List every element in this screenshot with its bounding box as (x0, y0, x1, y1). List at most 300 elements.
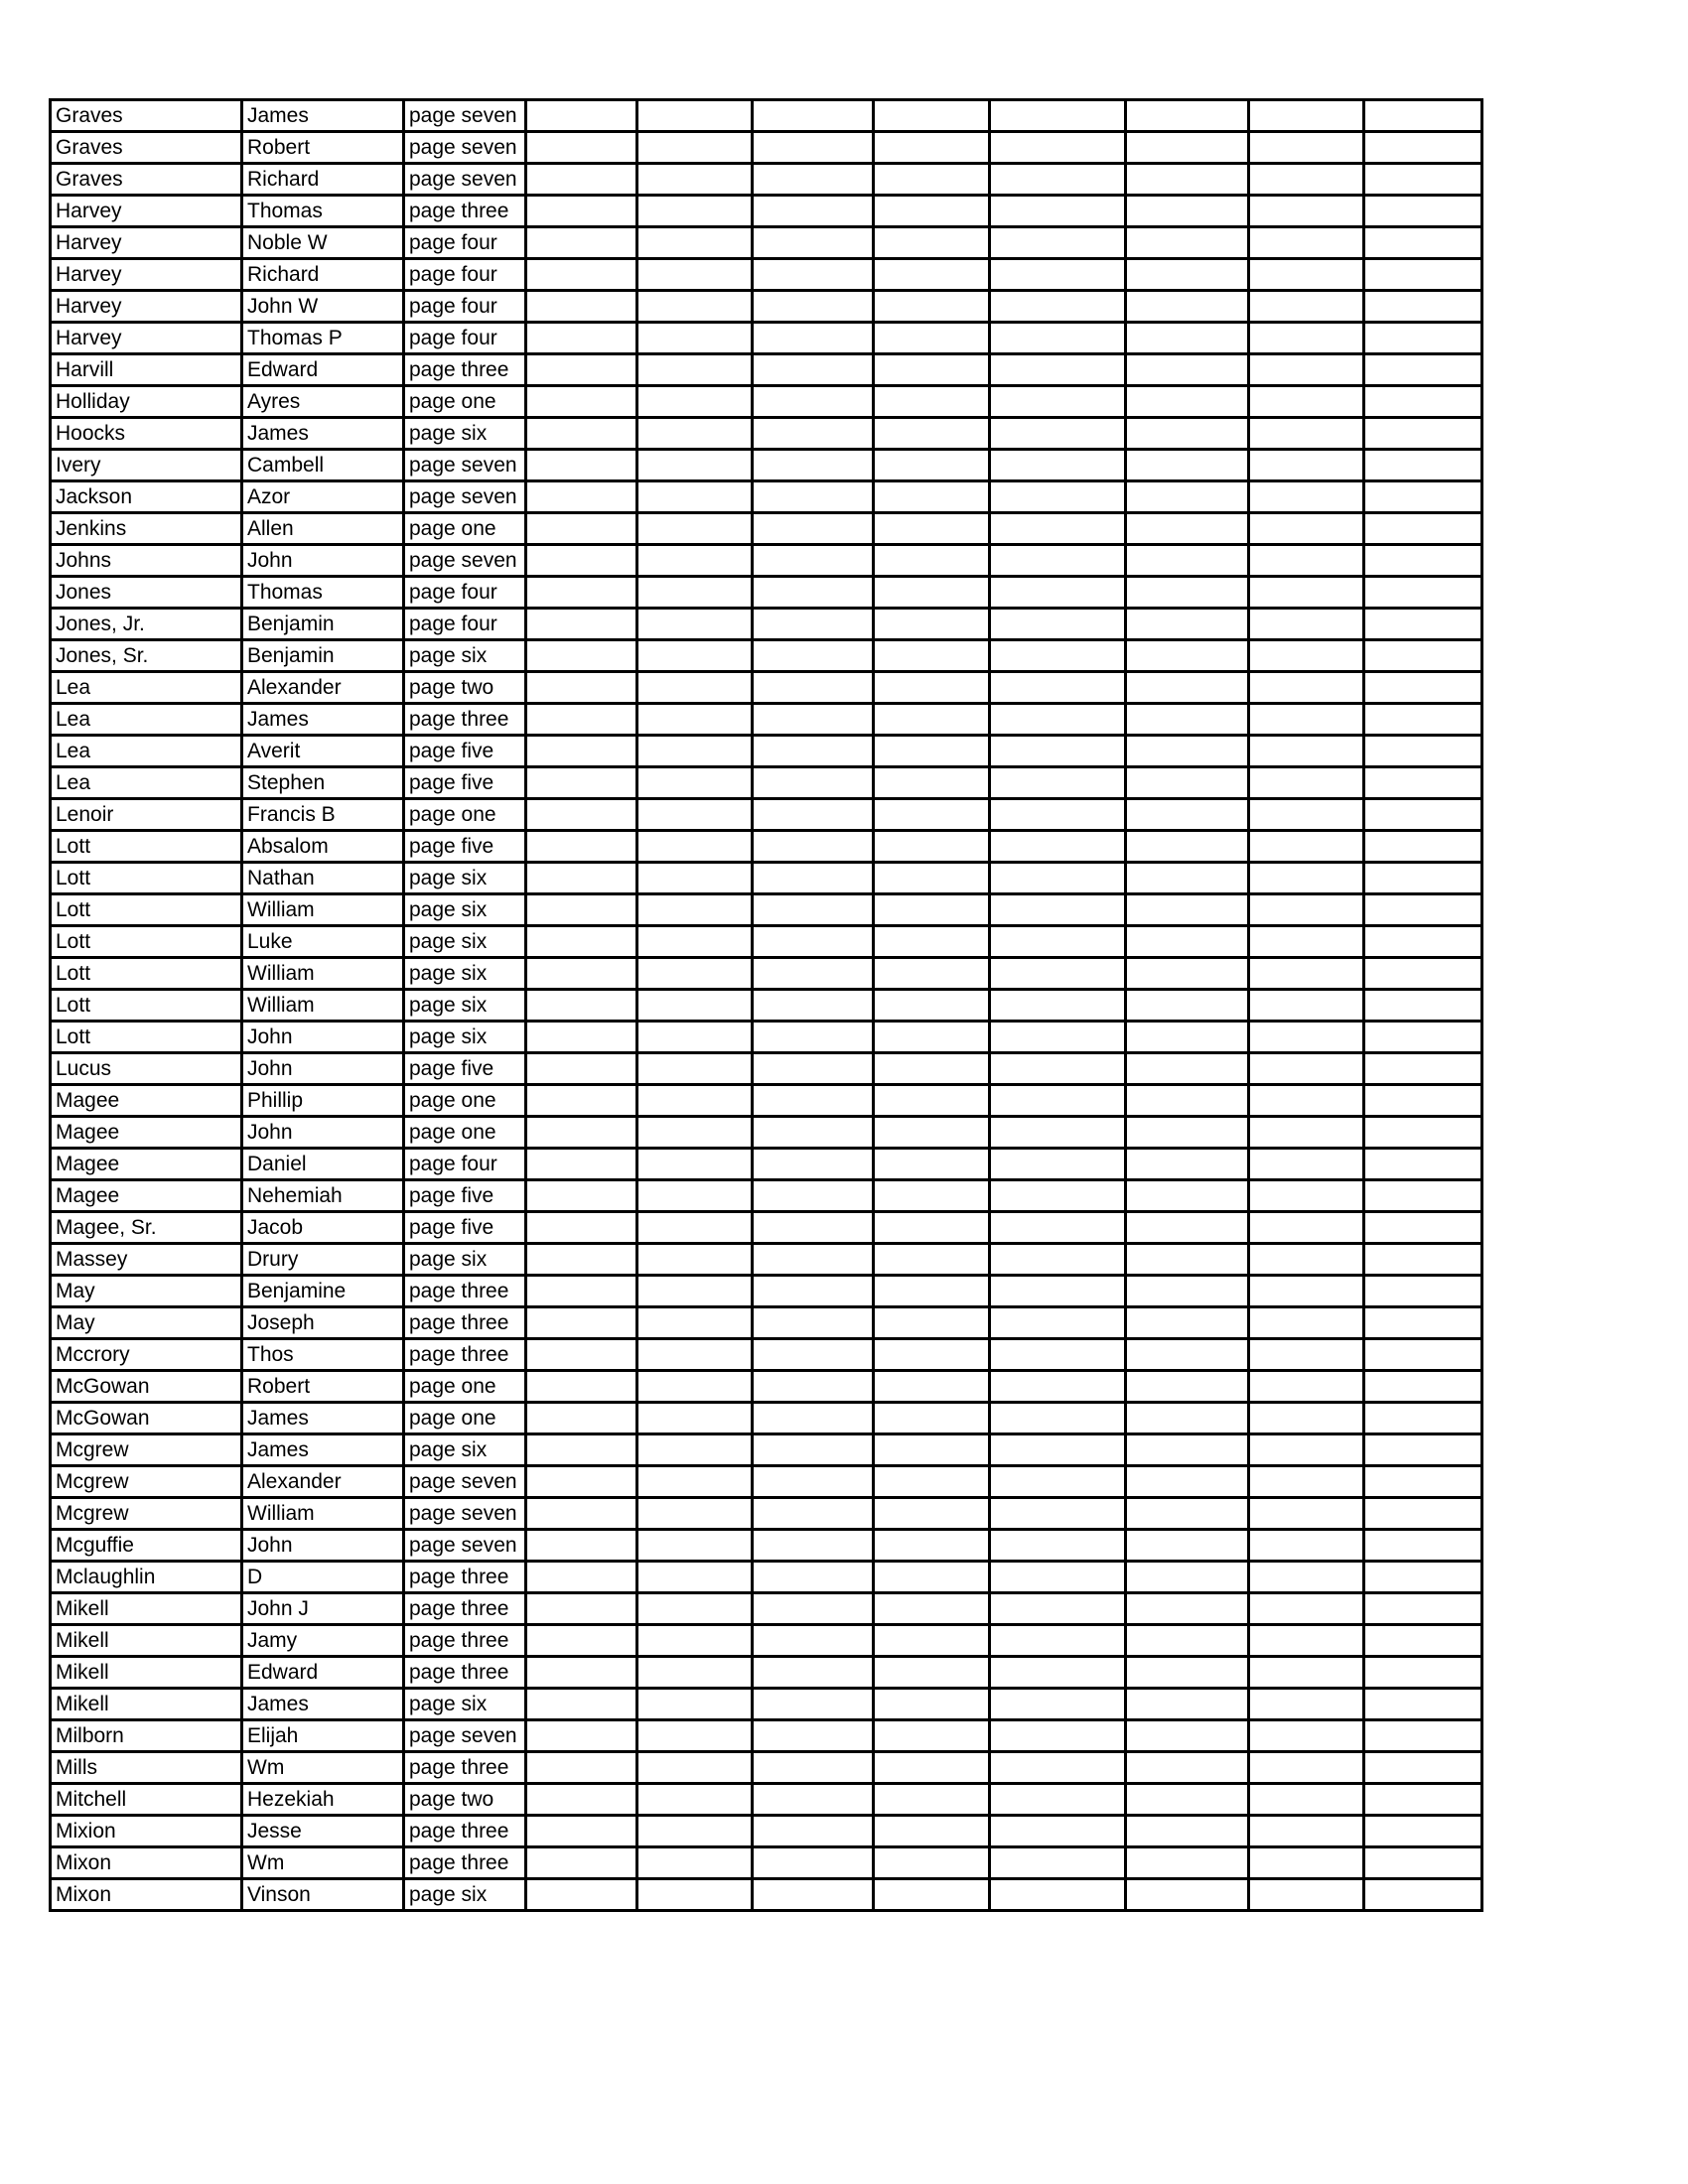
empty-cell (753, 1276, 874, 1307)
page-ref-cell: page seven (404, 1720, 526, 1752)
table-row (51, 704, 1482, 736)
surname-cell: Mcgrew (51, 1434, 242, 1466)
empty-cell (1249, 1720, 1364, 1752)
given-name-cell: Hezekiah (242, 1784, 404, 1816)
empty-cell (637, 577, 753, 609)
empty-cell (637, 1212, 753, 1244)
empty-cell (990, 1434, 1126, 1466)
empty-cell (1249, 577, 1364, 609)
empty-cell (874, 736, 990, 767)
empty-cell (874, 672, 990, 704)
empty-cell (990, 1530, 1126, 1562)
surname-cell: McGowan (51, 1403, 242, 1434)
empty-cell (1249, 1053, 1364, 1085)
empty-cell (1249, 1371, 1364, 1403)
empty-cell (874, 1784, 990, 1816)
empty-cell (1364, 1212, 1482, 1244)
page-ref-cell: page five (404, 1053, 526, 1085)
empty-cell (1249, 259, 1364, 291)
empty-cell (874, 132, 990, 164)
empty-cell (990, 354, 1126, 386)
empty-cell (753, 164, 874, 196)
empty-cell (526, 958, 637, 990)
empty-cell (990, 1498, 1126, 1530)
empty-cell (637, 799, 753, 831)
empty-cell (637, 704, 753, 736)
empty-cell (1126, 1053, 1249, 1085)
empty-cell (753, 767, 874, 799)
empty-cell (637, 672, 753, 704)
empty-cell (637, 418, 753, 450)
empty-cell (990, 323, 1126, 354)
empty-cell (1249, 1403, 1364, 1434)
given-name-cell: Thomas (242, 196, 404, 227)
surname-cell: Mcguffie (51, 1530, 242, 1562)
surname-cell: Lea (51, 767, 242, 799)
empty-cell (1249, 831, 1364, 863)
empty-cell (1126, 1530, 1249, 1562)
empty-cell (526, 831, 637, 863)
empty-cell (637, 1784, 753, 1816)
empty-cell (990, 1212, 1126, 1244)
empty-cell (874, 1498, 990, 1530)
empty-cell (637, 1657, 753, 1689)
empty-cell (990, 1244, 1126, 1276)
surname-cell: Magee (51, 1149, 242, 1180)
empty-cell (526, 1562, 637, 1593)
surname-cell: Harvey (51, 227, 242, 259)
empty-cell (753, 736, 874, 767)
empty-cell (1249, 1816, 1364, 1847)
empty-cell (1126, 164, 1249, 196)
empty-cell (1364, 164, 1482, 196)
empty-cell (1126, 1593, 1249, 1625)
empty-cell (1364, 545, 1482, 577)
page-ref-cell: page four (404, 227, 526, 259)
empty-cell (753, 1784, 874, 1816)
surname-cell: Graves (51, 132, 242, 164)
surname-cell: Milborn (51, 1720, 242, 1752)
empty-cell (1249, 100, 1364, 132)
empty-cell (1126, 1562, 1249, 1593)
empty-cell (874, 609, 990, 640)
empty-cell (1126, 799, 1249, 831)
empty-cell (753, 1085, 874, 1117)
empty-cell (753, 799, 874, 831)
page-ref-cell: page seven (404, 132, 526, 164)
empty-cell (753, 450, 874, 481)
empty-cell (1126, 1085, 1249, 1117)
empty-cell (1249, 1847, 1364, 1879)
table-row (51, 1371, 1482, 1403)
surname-cell: Mills (51, 1752, 242, 1784)
empty-cell (753, 1847, 874, 1879)
empty-cell (1126, 1149, 1249, 1180)
surname-cell: Mclaughlin (51, 1562, 242, 1593)
surname-cell: Graves (51, 100, 242, 132)
empty-cell (637, 1879, 753, 1911)
empty-cell (1126, 545, 1249, 577)
empty-cell (1126, 863, 1249, 894)
empty-cell (526, 1276, 637, 1307)
page-ref-cell: page six (404, 640, 526, 672)
empty-cell (874, 1847, 990, 1879)
empty-cell (1364, 1530, 1482, 1562)
empty-cell (874, 926, 990, 958)
empty-cell (637, 545, 753, 577)
empty-cell (526, 513, 637, 545)
empty-cell (1126, 513, 1249, 545)
empty-cell (1364, 1593, 1482, 1625)
empty-cell (526, 1307, 637, 1339)
empty-cell (753, 577, 874, 609)
table-row (51, 1180, 1482, 1212)
empty-cell (753, 831, 874, 863)
given-name-cell: Nathan (242, 863, 404, 894)
empty-cell (874, 513, 990, 545)
empty-cell (1126, 767, 1249, 799)
empty-cell (637, 1689, 753, 1720)
table-row (51, 386, 1482, 418)
empty-cell (637, 1053, 753, 1085)
empty-cell (526, 227, 637, 259)
given-name-cell: Wm (242, 1752, 404, 1784)
surname-cell: Lott (51, 863, 242, 894)
surname-cell: Lott (51, 926, 242, 958)
given-name-cell: John (242, 1053, 404, 1085)
empty-cell (874, 799, 990, 831)
empty-cell (1364, 704, 1482, 736)
empty-cell (874, 1117, 990, 1149)
empty-cell (753, 132, 874, 164)
surname-cell: Lott (51, 958, 242, 990)
empty-cell (526, 736, 637, 767)
empty-cell (1364, 418, 1482, 450)
table-row (51, 291, 1482, 323)
empty-cell (753, 1689, 874, 1720)
empty-cell (990, 513, 1126, 545)
empty-cell (874, 1085, 990, 1117)
table-row (51, 831, 1482, 863)
empty-cell (526, 545, 637, 577)
empty-cell (526, 450, 637, 481)
empty-cell (874, 164, 990, 196)
empty-cell (637, 990, 753, 1022)
empty-cell (1126, 1403, 1249, 1434)
given-name-cell: Cambell (242, 450, 404, 481)
given-name-cell: Jacob (242, 1212, 404, 1244)
empty-cell (874, 196, 990, 227)
surname-cell: McGowan (51, 1371, 242, 1403)
empty-cell (637, 1371, 753, 1403)
empty-cell (526, 1593, 637, 1625)
empty-cell (990, 1784, 1126, 1816)
page-ref-cell: page three (404, 1307, 526, 1339)
empty-cell (1364, 1720, 1482, 1752)
empty-cell (526, 1657, 637, 1689)
empty-cell (1126, 609, 1249, 640)
empty-cell (637, 1625, 753, 1657)
given-name-cell: Benjamin (242, 609, 404, 640)
empty-cell (990, 1752, 1126, 1784)
empty-cell (637, 354, 753, 386)
page-ref-cell: page three (404, 1339, 526, 1371)
empty-cell (753, 1720, 874, 1752)
empty-cell (1126, 1752, 1249, 1784)
given-name-cell: Vinson (242, 1879, 404, 1911)
page-ref-cell: page three (404, 1752, 526, 1784)
empty-cell (753, 990, 874, 1022)
empty-cell (753, 958, 874, 990)
empty-cell (637, 164, 753, 196)
surname-cell: Lea (51, 672, 242, 704)
given-name-cell: Wm (242, 1847, 404, 1879)
table-row (51, 577, 1482, 609)
empty-cell (874, 1466, 990, 1498)
empty-cell (1249, 1339, 1364, 1371)
empty-cell (526, 767, 637, 799)
empty-cell (637, 1752, 753, 1784)
empty-cell (874, 1212, 990, 1244)
page-ref-cell: page four (404, 259, 526, 291)
empty-cell (1249, 1593, 1364, 1625)
empty-cell (753, 1339, 874, 1371)
empty-cell (526, 609, 637, 640)
empty-cell (1126, 1022, 1249, 1053)
surname-cell: Lott (51, 894, 242, 926)
surname-cell: Johns (51, 545, 242, 577)
empty-cell (1249, 1022, 1364, 1053)
empty-cell (1249, 1180, 1364, 1212)
empty-cell (753, 926, 874, 958)
page-ref-cell: page five (404, 736, 526, 767)
page-ref-cell: page four (404, 1149, 526, 1180)
given-name-cell: John (242, 1530, 404, 1562)
empty-cell (1249, 545, 1364, 577)
surname-cell: Harvey (51, 291, 242, 323)
empty-cell (1126, 1847, 1249, 1879)
page-ref-cell: page seven (404, 164, 526, 196)
empty-cell (1364, 736, 1482, 767)
table-row (51, 609, 1482, 640)
empty-cell (1249, 926, 1364, 958)
surname-cell: Magee (51, 1180, 242, 1212)
empty-cell (990, 831, 1126, 863)
empty-cell (1126, 450, 1249, 481)
empty-cell (1249, 1657, 1364, 1689)
surname-cell: Lott (51, 1022, 242, 1053)
empty-cell (1249, 767, 1364, 799)
empty-cell (874, 100, 990, 132)
empty-cell (1364, 1879, 1482, 1911)
empty-cell (1126, 323, 1249, 354)
empty-cell (526, 196, 637, 227)
empty-cell (753, 1371, 874, 1403)
given-name-cell: William (242, 958, 404, 990)
empty-cell (526, 577, 637, 609)
empty-cell (753, 513, 874, 545)
empty-cell (1126, 736, 1249, 767)
empty-cell (1249, 1212, 1364, 1244)
table-row (51, 1244, 1482, 1276)
table-row (51, 1117, 1482, 1149)
empty-cell (753, 1593, 874, 1625)
empty-cell (1249, 1498, 1364, 1530)
given-name-cell: Jamy (242, 1625, 404, 1657)
empty-cell (1249, 704, 1364, 736)
table-row (51, 1847, 1482, 1879)
surname-cell: Mccrory (51, 1339, 242, 1371)
empty-cell (990, 227, 1126, 259)
given-name-cell: Joseph (242, 1307, 404, 1339)
empty-cell (1126, 1784, 1249, 1816)
empty-cell (874, 1657, 990, 1689)
empty-cell (526, 418, 637, 450)
given-name-cell: Alexander (242, 672, 404, 704)
empty-cell (1126, 418, 1249, 450)
empty-cell (1249, 291, 1364, 323)
given-name-cell: Elijah (242, 1720, 404, 1752)
empty-cell (990, 1339, 1126, 1371)
empty-cell (874, 291, 990, 323)
empty-cell (637, 1434, 753, 1466)
page-ref-cell: page three (404, 1276, 526, 1307)
page-ref-cell: page three (404, 1657, 526, 1689)
empty-cell (874, 386, 990, 418)
empty-cell (1249, 1689, 1364, 1720)
empty-cell (1249, 1466, 1364, 1498)
empty-cell (1364, 1466, 1482, 1498)
surname-cell: Lenoir (51, 799, 242, 831)
empty-cell (1126, 1339, 1249, 1371)
given-name-cell: James (242, 100, 404, 132)
table-row (51, 1434, 1482, 1466)
empty-cell (526, 1847, 637, 1879)
empty-cell (526, 1466, 637, 1498)
table-row (51, 1593, 1482, 1625)
empty-cell (1364, 926, 1482, 958)
surname-cell: May (51, 1307, 242, 1339)
empty-cell (753, 863, 874, 894)
empty-cell (990, 1720, 1126, 1752)
table-row (51, 100, 1482, 132)
empty-cell (1364, 863, 1482, 894)
empty-cell (1249, 1879, 1364, 1911)
empty-cell (1126, 1657, 1249, 1689)
empty-cell (1126, 831, 1249, 863)
page-ref-cell: page two (404, 672, 526, 704)
empty-cell (1126, 196, 1249, 227)
given-name-cell: James (242, 1403, 404, 1434)
empty-cell (1126, 1244, 1249, 1276)
empty-cell (526, 640, 637, 672)
surname-cell: Harvey (51, 323, 242, 354)
empty-cell (637, 100, 753, 132)
empty-cell (1126, 481, 1249, 513)
empty-cell (526, 1053, 637, 1085)
surname-cell: May (51, 1276, 242, 1307)
empty-cell (874, 481, 990, 513)
given-name-cell: Ayres (242, 386, 404, 418)
empty-cell (874, 863, 990, 894)
surname-cell: Massey (51, 1244, 242, 1276)
empty-cell (1364, 1371, 1482, 1403)
table-row (51, 1466, 1482, 1498)
empty-cell (637, 863, 753, 894)
empty-cell (990, 990, 1126, 1022)
empty-cell (1126, 1117, 1249, 1149)
surname-cell: Harvill (51, 354, 242, 386)
empty-cell (1249, 227, 1364, 259)
table-row (51, 164, 1482, 196)
empty-cell (526, 1879, 637, 1911)
surname-cell: Lott (51, 831, 242, 863)
empty-cell (637, 1276, 753, 1307)
empty-cell (753, 609, 874, 640)
empty-cell (753, 1625, 874, 1657)
empty-cell (874, 323, 990, 354)
empty-cell (637, 894, 753, 926)
empty-cell (526, 926, 637, 958)
empty-cell (1364, 1434, 1482, 1466)
empty-cell (990, 894, 1126, 926)
table-row (51, 958, 1482, 990)
empty-cell (874, 1339, 990, 1371)
table-row (51, 1339, 1482, 1371)
empty-cell (526, 990, 637, 1022)
empty-cell (874, 354, 990, 386)
empty-cell (1364, 1022, 1482, 1053)
empty-cell (874, 1244, 990, 1276)
given-name-cell: Francis B (242, 799, 404, 831)
empty-cell (990, 1307, 1126, 1339)
empty-cell (526, 1371, 637, 1403)
empty-cell (753, 1244, 874, 1276)
table-row (51, 799, 1482, 831)
page-ref-cell: page one (404, 1085, 526, 1117)
empty-cell (637, 1149, 753, 1180)
empty-cell (637, 1244, 753, 1276)
empty-cell (990, 1657, 1126, 1689)
given-name-cell: Drury (242, 1244, 404, 1276)
empty-cell (1249, 958, 1364, 990)
empty-cell (753, 1434, 874, 1466)
empty-cell (1249, 990, 1364, 1022)
page-ref-cell: page three (404, 1847, 526, 1879)
empty-cell (1126, 640, 1249, 672)
empty-cell (1364, 1657, 1482, 1689)
empty-cell (526, 1752, 637, 1784)
empty-cell (1126, 259, 1249, 291)
page-ref-cell: page six (404, 1434, 526, 1466)
table-row (51, 132, 1482, 164)
empty-cell (526, 1784, 637, 1816)
empty-cell (1126, 1816, 1249, 1847)
given-name-cell: James (242, 1689, 404, 1720)
table-row (51, 323, 1482, 354)
table-row (51, 1053, 1482, 1085)
empty-cell (1249, 863, 1364, 894)
empty-cell (526, 1530, 637, 1562)
empty-cell (990, 672, 1126, 704)
surname-cell: Graves (51, 164, 242, 196)
empty-cell (990, 100, 1126, 132)
empty-cell (637, 1847, 753, 1879)
empty-cell (990, 767, 1126, 799)
empty-cell (1126, 1212, 1249, 1244)
empty-cell (874, 1403, 990, 1434)
table-row (51, 354, 1482, 386)
